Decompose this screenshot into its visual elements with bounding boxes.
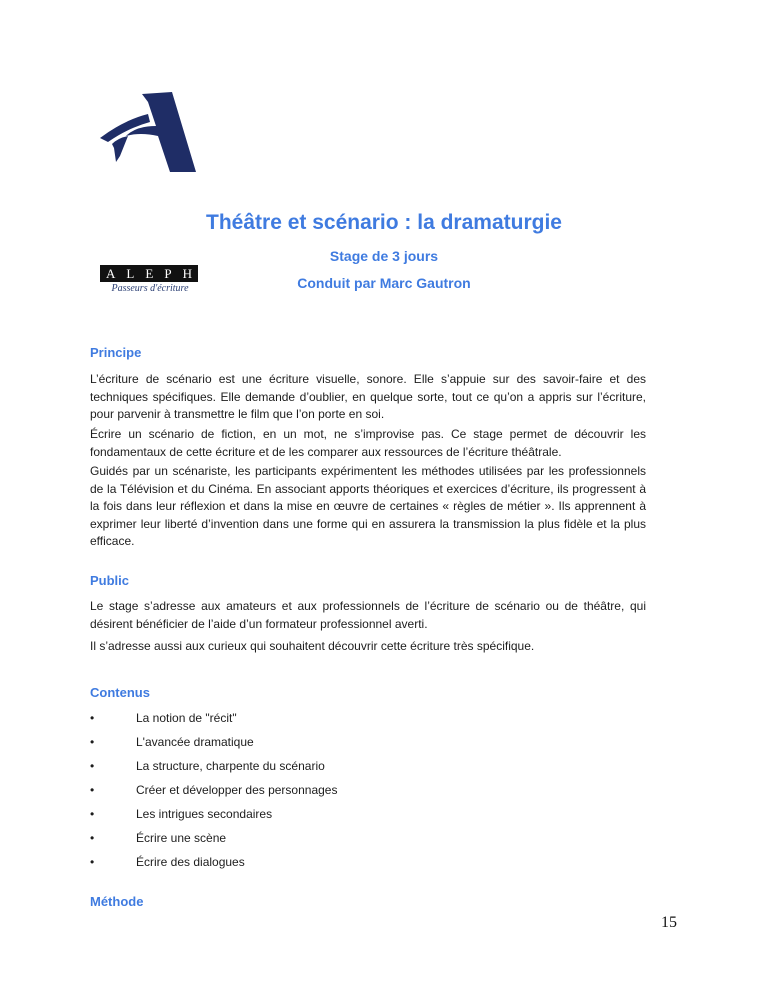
list-item-label: Les intrigues secondaires <box>136 807 273 821</box>
list-item-label: Écrire des dialogues <box>136 855 245 869</box>
principe-paragraph-3: Guidés par un scénariste, les participants expérimentent les méthodes utilisées par les professionnels de la Télévision et du Cinéma. En associant apports théoriques et exercices d’écriture, ils progressent à la fois dans leur réflexion et dans la mise en œuvre de certaines « règles de métier ». Ils apprennent à exprimer leur liberté d’invention dans une forme qui en assurera la transmission la plus fidèle et la plus efficace. <box>90 464 646 548</box>
principe-paragraph-1: L’écriture de scénario est une écriture visuelle, sonore. Elle s’appuie sur des savoir-faire et des techniques spécifiques. Elle demande d’oublier, en quelque sorte, tout ce qu’on a appris sur l’écriture, pour parvenir à transmettre le film que l’on porte en soi. <box>90 372 646 421</box>
list-item-label: La structure, charpente du scénario <box>136 759 325 773</box>
bullet: • <box>90 711 95 725</box>
logo-letter: A <box>106 265 116 281</box>
bullet: • <box>90 735 95 749</box>
section-heading-methode: Méthode <box>90 894 144 909</box>
stage-leader: Conduit par Marc Gautron <box>297 275 471 291</box>
bullet: • <box>90 759 95 773</box>
bullet: • <box>90 831 95 845</box>
stage-duration: Stage de 3 jours <box>329 248 439 264</box>
page-number: 15 <box>661 914 677 931</box>
list-item-label: Écrire une scène <box>136 831 227 845</box>
bullet: • <box>90 807 95 821</box>
section-heading-contenus: Contenus <box>90 685 150 700</box>
section-heading-principe: Principe <box>90 345 142 360</box>
list-item-label: L'avancée dramatique <box>136 735 254 749</box>
section-heading-public: Public <box>90 573 130 588</box>
bullet: • <box>90 855 95 869</box>
public-paragraph-2: Il s’adresse aussi aux curieux qui souhaitent découvrir cette écriture très spécifique. <box>90 639 535 653</box>
public-paragraph-1: Le stage s’adresse aux amateurs et aux professionnels de l’écriture de scénario ou de théâtre, qui désirent bénéficier de l’aide d’un formateur professionnel averti. <box>90 599 646 631</box>
logo-letter: P <box>164 265 172 281</box>
bullet: • <box>90 783 95 797</box>
list-item-label: Créer et développer des personnages <box>136 783 338 797</box>
logo-tagline: Passeurs d'écriture <box>111 283 189 294</box>
list-item-label: La notion de "récit" <box>136 711 237 725</box>
aleph-logo-mark-icon <box>98 92 202 174</box>
page-title: Théâtre et scénario : la dramaturgie <box>206 211 562 234</box>
logo-letter: L <box>126 265 135 281</box>
logo-letter: H <box>182 265 192 281</box>
principe-paragraph-2: Écrire un scénario de fiction, en un mot, ne s’improvise pas. Ce stage permet de découvrir les fondamentaux de cette écriture et de les comparer aux ressources de l’écriture théâtrale. <box>90 427 646 459</box>
logo-letter: E <box>145 265 154 281</box>
